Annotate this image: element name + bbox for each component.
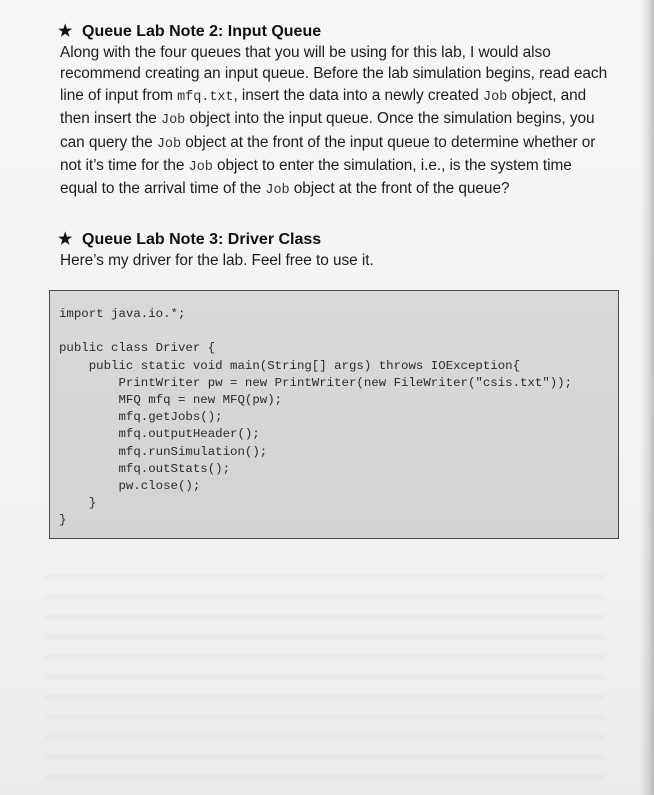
note-2-section [60,22,640,202]
paragraph-line [60,108,640,131]
paragraph-line [60,178,640,201]
note-2-heading [60,22,640,42]
code-line: public class Driver { [59,341,216,356]
paragraph-line [60,132,640,155]
text-run: not it’s time for the [60,157,189,175]
code-line: PrintWriter pw = new PrintWriter(new FileWriter("csis.txt")); [59,375,573,390]
text-run: recommend creating an input queue. Before the lab simulation begins, read each [60,65,608,83]
text-run: can query the [60,133,157,151]
star-icon: ★ [58,23,73,40]
text-run: equal to the arrival time of the [60,180,266,198]
note-3-section [60,230,640,271]
inline-code: Job [483,89,508,105]
text-run: object at the front of the queue? [289,180,510,198]
paragraph-line [60,155,640,178]
star-icon: ★ [58,231,73,248]
code-line [59,323,572,340]
driver-code [59,306,572,530]
inline-code: Job [265,183,290,199]
text-run: object at the front of the input queue to determine whether or [181,133,596,151]
code-line: mfq.outputHeader(); [59,427,260,442]
code-line: public static void main(String[] args) throws IOException{ [59,358,521,373]
page-edge-shadow [640,0,654,795]
faint-bleed-through [45,560,605,780]
inline-code: Job [156,136,181,152]
code-line: MFQ mfq = new MFQ(pw); [59,393,283,408]
driver-code-box [49,290,619,539]
note-3-heading [60,230,640,250]
note-3-paragraph: Here’s my driver for the lab. Feel free to use it. [60,252,374,269]
code-line: } [59,513,67,528]
text-run: object into the input queue. Once the simulation begins, you [185,110,595,128]
text-run: then insert the [60,110,162,128]
text-run: line of input from [60,86,178,104]
code-line: mfq.getJobs(); [59,410,223,425]
paragraph-line [60,63,640,84]
text-run: , insert the data into a newly created [233,86,484,104]
code-line: mfq.runSimulation(); [59,444,268,459]
paragraph-line [60,85,640,108]
note-2-title: Queue Lab Note 2: Input Queue [82,23,322,40]
code-line: mfq.outStats(); [59,461,231,476]
text-run: Along with the four queues that you will be using for this lab, I would also [60,44,551,61]
code-line: } [59,496,97,511]
text-run: object to enter the simulation, i.e., is the system time [212,157,572,175]
code-line: pw.close(); [59,479,201,494]
text-run: object, and [507,86,587,104]
code-line: import java.io.*; [59,307,186,321]
inline-code: Job [161,113,186,129]
note-3-title: Queue Lab Note 3: Driver Class [82,231,322,248]
paragraph-line [60,42,640,63]
inline-code: Job [188,160,213,176]
inline-code: mfq.txt [177,89,234,105]
note-2-paragraph [60,42,640,202]
